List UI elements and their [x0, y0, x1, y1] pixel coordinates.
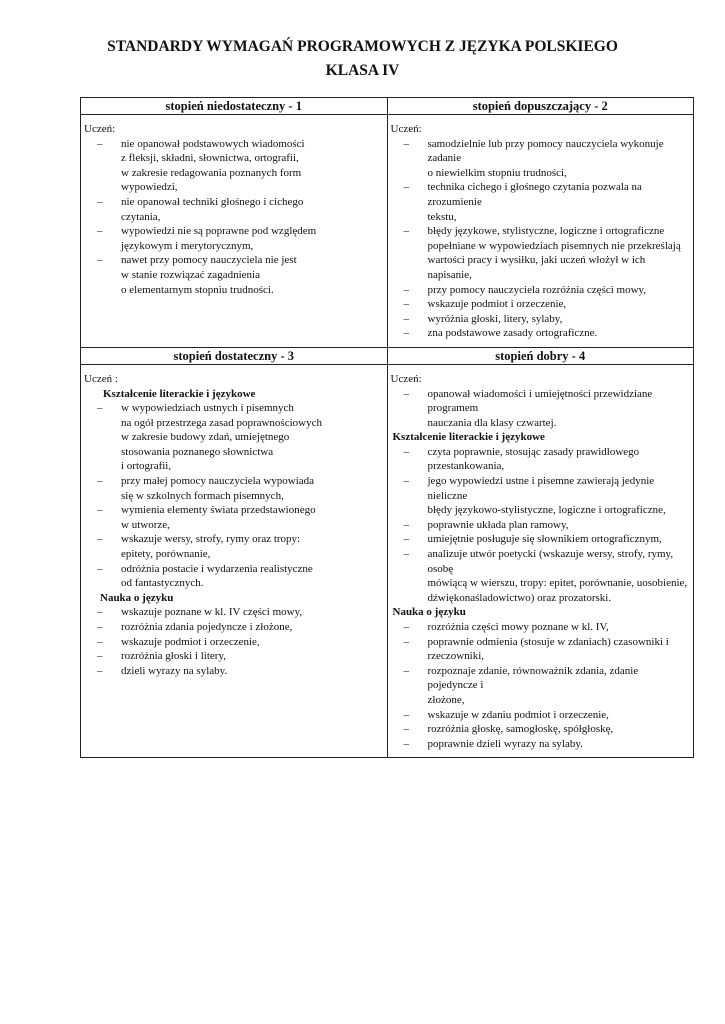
requirement-line: w zakresie budowy zdań, umiejętnego — [121, 431, 290, 444]
dash-bullet: – — [403, 518, 409, 531]
section-heading: Kształcenie literackie i językowe — [103, 387, 256, 400]
requirement-line: w wypowiedziach ustnych i pisemnych — [121, 402, 294, 415]
dash-bullet: – — [403, 327, 409, 340]
requirement-list — [84, 605, 383, 678]
requirement-item — [391, 312, 690, 327]
dash-bullet: – — [97, 606, 103, 619]
dash-bullet: – — [403, 737, 409, 750]
requirement-list — [391, 387, 690, 431]
intro-label: Uczeń: — [84, 123, 116, 135]
requirement-item — [84, 532, 383, 561]
requirement-line: opanował wiadomości i umiejętności przewidziane programem — [427, 387, 653, 415]
requirement-item — [391, 137, 690, 181]
requirement-item — [84, 401, 383, 474]
requirement-line: stosowania poznanego słownictwa — [121, 445, 274, 458]
requirement-line: wypowiedzi, — [121, 181, 178, 194]
requirement-item — [391, 737, 690, 752]
dash-bullet: – — [97, 137, 103, 150]
dash-bullet: – — [97, 402, 103, 415]
requirement-line: tekstu, — [427, 210, 457, 223]
requirement-line: technika cichego i głośnego czytania pozwala na zrozumienie — [427, 181, 642, 208]
requirement-line: popełniane w wypowiedziach pisemnych nie przekreślają — [427, 239, 681, 252]
dash-bullet: – — [403, 548, 409, 561]
requirement-line: w stanie rozwiązać zagadnienia — [121, 268, 260, 281]
requirement-line: wskazuje podmiot i orzeczenie, — [121, 635, 260, 648]
grade-2-header: stopień dopuszczający - 2 — [387, 98, 694, 115]
dash-bullet: – — [403, 635, 409, 648]
requirement-item — [84, 224, 383, 253]
intro-label: Uczeń: — [390, 372, 422, 385]
requirement-line: nie opanował techniki głośnego i cichego — [121, 195, 304, 208]
requirement-item — [391, 635, 690, 664]
requirement-item — [84, 664, 383, 679]
dash-bullet: – — [403, 723, 409, 736]
requirement-item — [84, 137, 383, 195]
document-subtitle: KLASA IV — [325, 62, 400, 79]
dash-bullet: – — [97, 562, 103, 575]
intro-label: Uczeń : — [84, 372, 118, 385]
document-title: STANDARDY WYMAGAŃ PROGRAMOWYCH Z JĘZYKA POLSKIEGO — [107, 38, 618, 55]
requirement-line: mówiącą w wierszu, tropy: epitet, porównanie, uosobienie, — [427, 577, 688, 590]
dash-bullet: – — [97, 621, 103, 633]
requirement-item — [84, 474, 383, 503]
requirement-line: wskazuje podmiot i orzeczenie, — [427, 298, 567, 311]
dash-bullet: – — [97, 475, 103, 488]
requirement-item — [84, 562, 383, 591]
requirement-line: z fleksji, składni, słownictwa, ortografii, — [121, 152, 299, 165]
requirement-item — [84, 649, 383, 664]
requirement-item — [391, 387, 690, 431]
grade-2-cell — [387, 115, 694, 348]
dash-bullet: – — [403, 708, 409, 721]
requirement-line: jego wypowiedzi ustne i pisemne zawierają jedynie nieliczne — [427, 475, 655, 502]
dash-bullet: – — [97, 195, 103, 208]
grade-1-header: stopień niedostateczny - 1 — [81, 98, 388, 115]
requirement-item — [391, 326, 690, 341]
requirement-item — [84, 503, 383, 532]
requirement-item — [391, 180, 690, 224]
requirements-table — [80, 97, 694, 758]
requirement-line: przy małej pomocy nauczyciela wypowiada — [121, 475, 315, 488]
requirement-line: rozróżnia głoski i litery, — [121, 650, 226, 663]
requirement-line: rozpoznaje zdanie, równoważnik zdania, zdanie pojedyncze i — [427, 664, 639, 692]
requirement-line: nawet przy pomocy nauczyciela nie jest — [121, 254, 297, 267]
requirement-item — [391, 283, 690, 298]
grade-4-header: stopień dobry - 4 — [387, 347, 694, 364]
requirement-item — [391, 708, 690, 723]
dash-bullet: – — [97, 254, 103, 267]
requirement-line: poprawnie odmienia (stosuje w zdaniach) czasowniki i — [427, 635, 669, 648]
requirement-line: na ogół przestrzega zasad poprawnościowych — [121, 416, 322, 429]
dash-bullet: – — [403, 621, 409, 633]
requirement-line: się w szkolnych formach pisemnych, — [121, 489, 284, 502]
requirement-line: przestankowania, — [427, 460, 505, 473]
requirement-item — [391, 722, 690, 737]
requirement-line: epitety, porównanie, — [121, 548, 211, 561]
requirement-line: analizuje utwór poetycki (wskazuje wersy, strofy, rymy, osobę — [427, 548, 674, 575]
requirement-line: dźwiękonaśladowictwo) oraz prozatorski. — [427, 591, 612, 604]
requirement-list — [391, 620, 690, 751]
section-heading: Nauka o języku — [392, 606, 466, 619]
requirement-line: w zakresie redagowania poznanych form — [121, 166, 302, 179]
dash-bullet: – — [97, 664, 103, 677]
dash-bullet: – — [403, 137, 409, 150]
dash-bullet: – — [97, 533, 103, 546]
requirement-item — [391, 474, 690, 518]
requirement-line: rozróżnia części mowy poznane w kl. IV, — [427, 621, 609, 633]
intro-label: Uczeń: — [390, 123, 422, 135]
requirement-list — [84, 137, 383, 298]
requirement-line: wyróżnia głoski, litery, sylaby, — [427, 312, 563, 325]
requirement-line: dzieli wyrazy na sylaby. — [121, 664, 228, 677]
requirement-item — [391, 620, 690, 635]
requirement-line: od fantastycznych. — [121, 577, 204, 590]
requirement-line: błędy językowo-stylistyczne, logiczne i ortograficzne, — [427, 504, 666, 517]
dash-bullet: – — [403, 283, 409, 296]
dash-bullet: – — [403, 387, 409, 400]
requirement-item — [391, 532, 690, 547]
requirement-line: wartości pracy i wysiłku, jaki uczeń włożył w ich napisanie, — [427, 254, 646, 281]
requirement-item — [391, 547, 690, 605]
requirement-line: wypowiedzi nie są poprawne pod względem — [121, 225, 317, 238]
requirement-item — [391, 518, 690, 533]
requirement-line: poprawnie dzieli wyrazy na sylaby. — [427, 737, 583, 750]
dash-bullet: – — [403, 664, 409, 677]
requirement-line: poprawnie układa plan ramowy, — [427, 518, 569, 531]
requirement-line: rozróżnia głoskę, samogłoskę, spółgłoskę, — [427, 723, 614, 736]
requirement-line: rozróżnia zdania pojedyncze i złożone, — [121, 621, 293, 633]
requirement-item — [84, 635, 383, 650]
requirement-item — [84, 253, 383, 297]
dash-bullet: – — [97, 650, 103, 663]
section-heading: Nauka o języku — [100, 591, 174, 604]
grade-3-cell — [81, 364, 388, 757]
dash-bullet: – — [403, 475, 409, 488]
requirement-list — [391, 137, 690, 341]
requirement-line: wskazuje poznane w kl. IV części mowy, — [121, 606, 303, 619]
requirement-line: błędy językowe, stylistyczne, logiczne i ortograficzne — [427, 225, 665, 238]
requirement-line: rzeczowniki, — [427, 650, 484, 663]
requirement-line: wskazuje w zdaniu podmiot i orzeczenie, — [427, 708, 609, 721]
requirement-line: przy pomocy nauczyciela rozróżnia części mowy, — [427, 283, 647, 296]
dash-bullet: – — [97, 635, 103, 648]
dash-bullet: – — [403, 533, 409, 546]
requirement-line: o niewielkim stopniu trudności, — [427, 166, 567, 179]
requirement-line: odróżnia postacie i wydarzenia realistyczne — [121, 562, 313, 575]
requirement-list — [391, 445, 690, 606]
requirement-line: czyta poprawnie, stosując zasady prawidłowego — [427, 445, 640, 458]
grade-3-header: stopień dostateczny - 3 — [81, 347, 388, 364]
grade-1-cell — [81, 115, 388, 348]
requirement-line: wskazuje wersy, strofy, rymy oraz tropy: — [121, 533, 301, 546]
requirement-line: nie opanował podstawowych wiadomości — [121, 137, 305, 150]
requirement-line: czytania, — [121, 210, 161, 223]
requirement-line: zna podstawowe zasady ortograficzne. — [427, 327, 598, 340]
requirement-line: językowym i merytorycznym, — [121, 239, 254, 252]
dash-bullet: – — [403, 445, 409, 458]
requirement-line: i ortografii, — [121, 460, 172, 473]
requirement-line: samodzielnie lub przy pomocy nauczyciela wykonuje zadanie — [427, 137, 664, 165]
requirement-item — [391, 224, 690, 282]
requirement-item — [391, 297, 690, 312]
requirement-line: nauczania dla klasy czwartej. — [427, 416, 557, 429]
requirement-list — [84, 401, 383, 591]
requirement-item — [391, 445, 690, 474]
dash-bullet: – — [403, 225, 409, 238]
requirement-line: wymienia elementy świata przedstawionego — [121, 504, 316, 517]
dash-bullet: – — [97, 225, 103, 238]
grade-4-cell — [387, 364, 694, 757]
requirement-item — [84, 605, 383, 620]
requirement-line: w utworze, — [121, 518, 170, 531]
requirement-line: złożone, — [427, 693, 465, 706]
requirement-item — [84, 195, 383, 224]
requirement-item — [391, 664, 690, 708]
requirement-line: umiejętnie posługuje się słownikiem ortograficznym, — [427, 533, 662, 546]
section-heading: Kształcenie literackie i językowe — [392, 431, 545, 444]
requirement-item — [84, 620, 383, 635]
requirement-line: o elementarnym stopniu trudności. — [121, 283, 274, 296]
dash-bullet: – — [403, 298, 409, 311]
dash-bullet: – — [97, 504, 103, 517]
dash-bullet: – — [403, 312, 409, 325]
dash-bullet: – — [403, 181, 409, 194]
